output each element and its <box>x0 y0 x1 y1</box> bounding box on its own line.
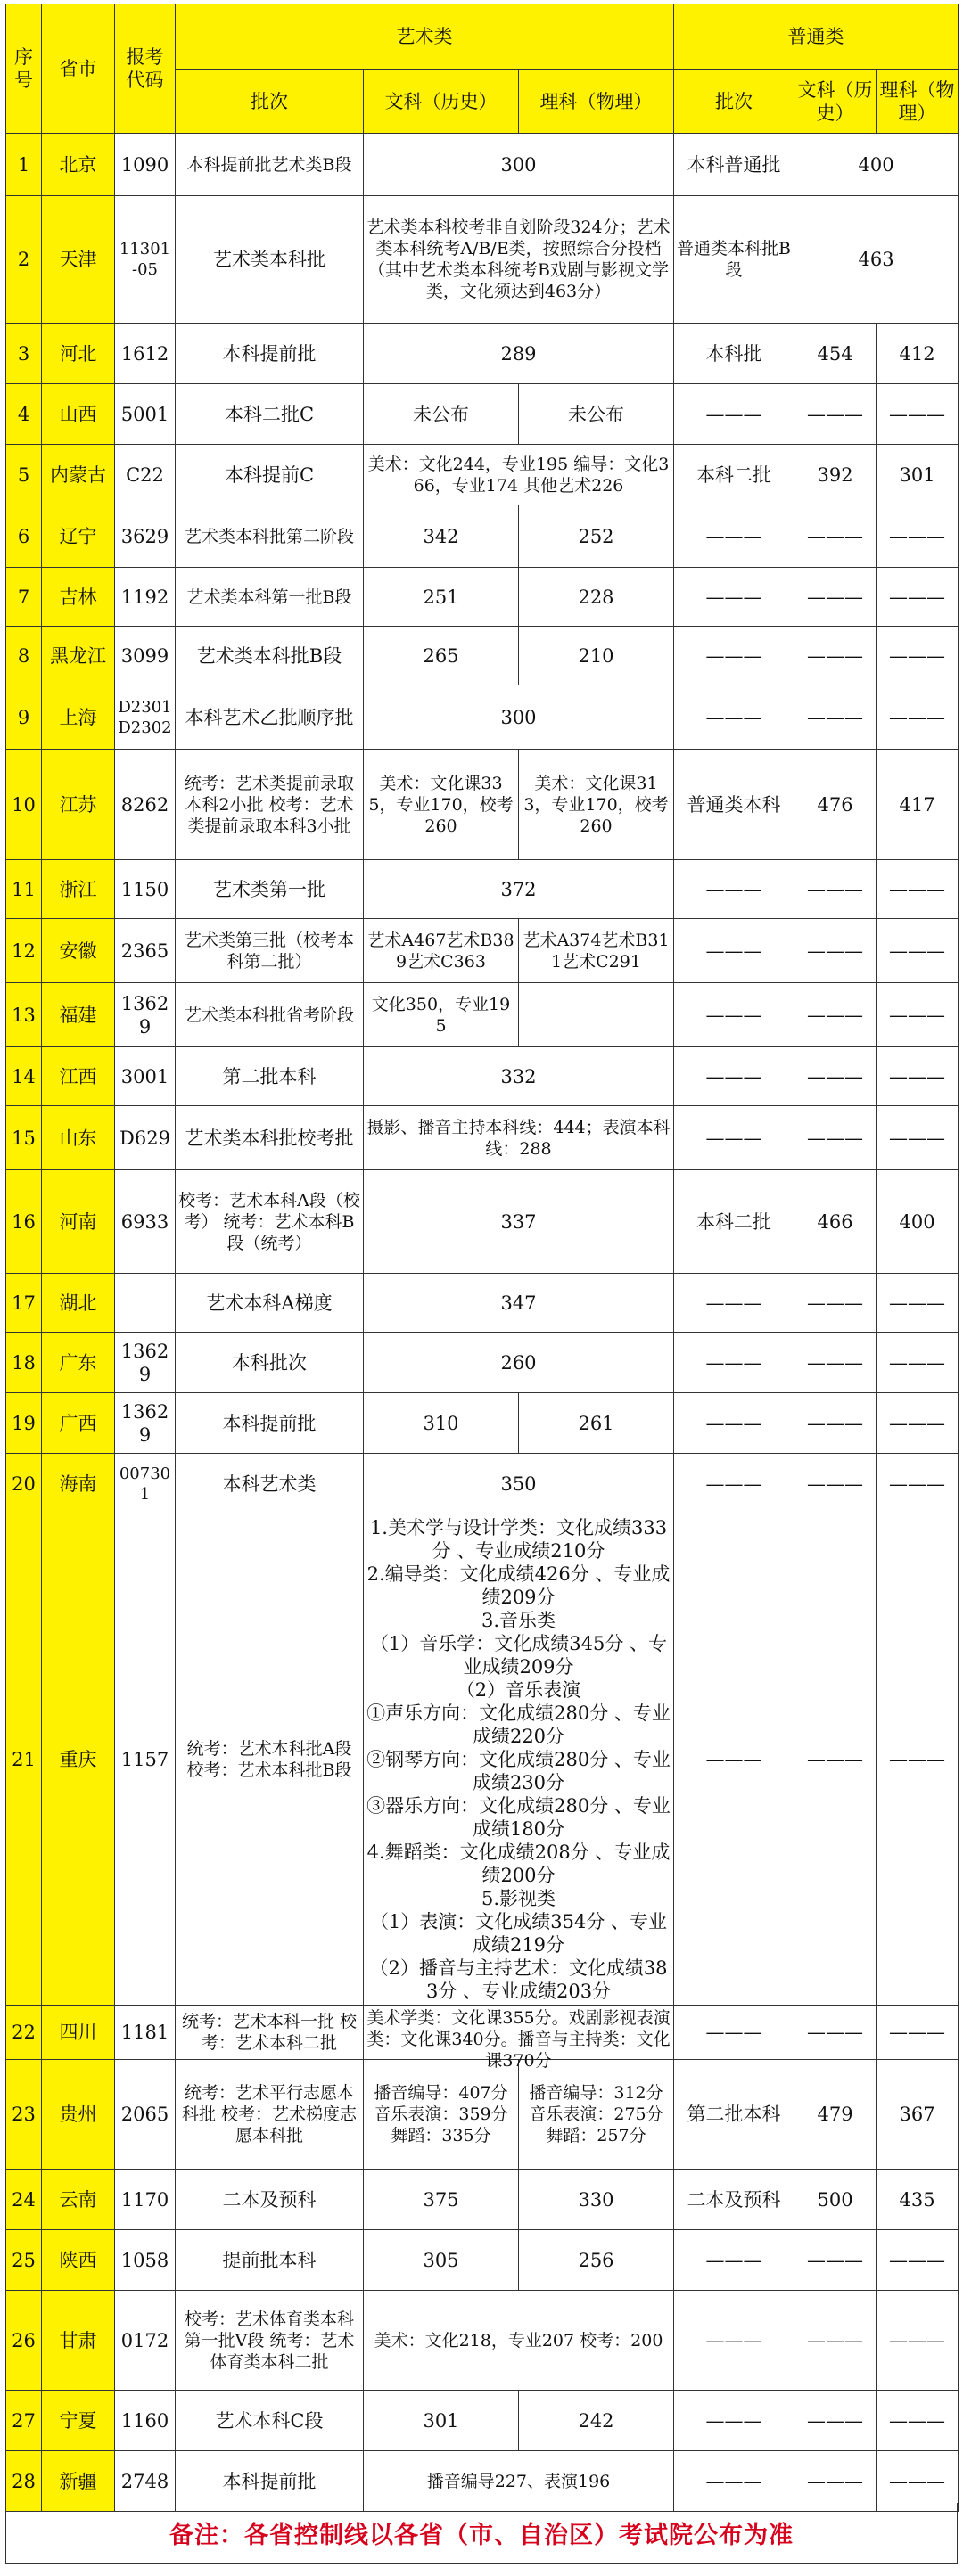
row-art-batch: 本科批次 <box>176 1333 364 1393</box>
table-row <box>6 919 959 983</box>
table-row <box>6 983 959 1047</box>
row-code: 13629 <box>115 1333 176 1393</box>
score-table <box>5 4 959 2512</box>
row-gen-batch: 第二批本科 <box>674 2060 794 2170</box>
row-art-batch: 艺术本科C段 <box>176 2391 364 2451</box>
row-gen-like: ——— <box>877 568 959 627</box>
row-gen-batch: 普通类本科 <box>674 750 794 860</box>
row-province: 山西 <box>42 384 115 445</box>
detail-line: 2.编导类：文化成绩426分 、专业成绩209分 <box>366 1563 671 1608</box>
row-gen-like: 301 <box>877 445 959 505</box>
row-art-batch: 艺术类本科批省考阶段 <box>176 983 364 1047</box>
header-group-art: 艺术类 <box>176 4 674 70</box>
row-gen-wenke: ——— <box>794 384 877 445</box>
row-gen-like: ——— <box>877 1106 959 1170</box>
row-code: 13629 <box>115 1393 176 1454</box>
table-row <box>6 384 959 445</box>
row-index: 23 <box>6 2060 42 2170</box>
table-row <box>6 1274 959 1333</box>
row-province: 内蒙古 <box>42 445 115 505</box>
row-province: 海南 <box>42 1454 115 1514</box>
row-art-wenke: 未公布 <box>364 384 519 445</box>
table-row <box>6 2060 959 2170</box>
row-gen-batch: 本科二批 <box>674 1170 794 1274</box>
header-group-general: 普通类 <box>674 4 959 70</box>
row-gen-batch: ——— <box>674 983 794 1047</box>
row-code: 2365 <box>115 919 176 983</box>
row-art-merged: 350 <box>364 1454 674 1514</box>
row-gen-merged: 463 <box>794 196 959 324</box>
row-gen-like: ——— <box>877 2291 959 2391</box>
row-art-merged: 300 <box>364 134 674 196</box>
row-code: 11301-05 <box>115 196 176 324</box>
detail-line: （2）播音与主持艺术：文化成绩383分 、专业成绩203分 <box>369 1957 668 2002</box>
row-code <box>115 1274 176 1333</box>
row-gen-wenke: 466 <box>794 1170 877 1274</box>
detail-line: 3.音乐类 <box>481 1610 556 1631</box>
row-province: 吉林 <box>42 568 115 627</box>
row-gen-batch: ——— <box>674 685 794 750</box>
table-row <box>6 2006 959 2060</box>
row-gen-wenke: ——— <box>794 627 877 685</box>
table-row <box>6 1047 959 1106</box>
row-gen-wenke: ——— <box>794 1106 877 1170</box>
row-art-batch: 统考：艺术类提前录取本科2小批 校考：艺术类提前录取本科3小批 <box>176 750 364 860</box>
row-gen-wenke: ——— <box>794 860 877 919</box>
row-art-batch: 二本及预科 <box>176 2170 364 2230</box>
row-index: 21 <box>6 1514 42 2006</box>
row-province: 江西 <box>42 1047 115 1106</box>
header-province: 省市 <box>42 4 115 134</box>
row-art-wenke: 310 <box>364 1393 519 1454</box>
row-index: 16 <box>6 1170 42 1274</box>
row-gen-batch: ——— <box>674 384 794 445</box>
row-gen-batch: ——— <box>674 2230 794 2291</box>
row-province: 江苏 <box>42 750 115 860</box>
row-gen-wenke: 392 <box>794 445 877 505</box>
header-gen-batch: 批次 <box>674 70 794 134</box>
row-art-like: 美术：文化课313，专业170，校考260 <box>519 750 674 860</box>
row-index: 11 <box>6 860 42 919</box>
row-art-wenke: 文化350，专业195 <box>364 983 519 1047</box>
art-merged-text: 美术学类：文化课355分。戏剧影视表演类：文化课340分。播音与主持类：文化课370分 <box>366 2008 671 2071</box>
row-art-batch: 本科艺术类 <box>176 1454 364 1514</box>
detail-line: 5.影视类 <box>481 1888 556 1909</box>
row-gen-batch: ——— <box>674 505 794 568</box>
row-index: 14 <box>6 1047 42 1106</box>
row-province: 山东 <box>42 1106 115 1170</box>
row-gen-like: ——— <box>877 1333 959 1393</box>
table-row <box>6 505 959 568</box>
row-art-batch: 本科提前批 <box>176 2451 364 2512</box>
row-gen-wenke: ——— <box>794 1393 877 1454</box>
row-art-like: 242 <box>519 2391 674 2451</box>
row-province: 福建 <box>42 983 115 1047</box>
row-art-merged: 美术：文化244，专业195 编导：文化366，专业174 其他艺术226 <box>364 445 674 505</box>
row-gen-like: 417 <box>877 750 959 860</box>
row-art-merged <box>364 2006 674 2071</box>
row-index: 28 <box>6 2451 42 2512</box>
row-art-merged: 艺术类本科校考非自划阶段324分；艺术类本科统考A/B/E类，按照综合分投档（其中艺术类本科统考B戏剧与影视文学类，文化须达到463分） <box>364 196 674 324</box>
table-row <box>6 750 959 860</box>
row-art-like: 252 <box>519 505 674 568</box>
row-gen-batch: ——— <box>674 1514 794 2006</box>
row-code: 1160 <box>115 2391 176 2451</box>
row-gen-wenke: ——— <box>794 2451 877 2512</box>
row-art-batch: 艺术类第一批 <box>176 860 364 919</box>
table-row <box>6 1106 959 1170</box>
row-art-like: 330 <box>519 2170 674 2230</box>
row-gen-like: ——— <box>877 1047 959 1106</box>
row-gen-batch: ——— <box>674 919 794 983</box>
detail-line: ②钢琴方向：文化成绩280分 、专业成绩230分 <box>366 1749 671 1793</box>
row-art-merged: 300 <box>364 685 674 750</box>
row-gen-merged: 400 <box>794 134 959 196</box>
row-province: 陕西 <box>42 2230 115 2291</box>
row-art-batch: 本科提前C <box>176 445 364 505</box>
row-code: 2748 <box>115 2451 176 2512</box>
row-art-batch: 统考：艺术平行志愿本科批 校考：艺术梯度志愿本科批 <box>176 2060 364 2170</box>
row-code: 3099 <box>115 627 176 685</box>
row-gen-wenke: ——— <box>794 568 877 627</box>
table-row <box>6 1393 959 1454</box>
detail-line: （1）表演：文化成绩354分 、专业成绩219分 <box>369 1911 668 1956</box>
row-gen-like: ——— <box>877 2006 959 2060</box>
row-gen-wenke: ——— <box>794 2230 877 2291</box>
table-row <box>6 1170 959 1274</box>
row-code: 0172 <box>115 2291 176 2391</box>
table-row <box>6 2170 959 2230</box>
table-body <box>6 4 959 2512</box>
row-gen-like: ——— <box>877 685 959 750</box>
row-code: 13629 <box>115 983 176 1047</box>
row-art-like: 256 <box>519 2230 674 2291</box>
row-gen-like: ——— <box>877 2230 959 2291</box>
row-province: 天津 <box>42 196 115 324</box>
row-gen-wenke: ——— <box>794 1274 877 1333</box>
row-index: 15 <box>6 1106 42 1170</box>
header-gen-wenke: 文科（历史） <box>794 70 877 134</box>
row-gen-like: ——— <box>877 919 959 983</box>
row-gen-like: ——— <box>877 860 959 919</box>
row-code: 5001 <box>115 384 176 445</box>
row-province: 广东 <box>42 1333 115 1393</box>
row-art-batch: 本科艺术乙批顺序批 <box>176 685 364 750</box>
row-index: 20 <box>6 1454 42 1514</box>
row-art-batch: 艺术类本科批第二阶段 <box>176 505 364 568</box>
row-index: 26 <box>6 2291 42 2391</box>
detail-line: （2）音乐表演 <box>456 1679 581 1701</box>
footnote: 备注：各省控制线以各省（市、自治区）考试院公布为准 <box>5 2503 958 2564</box>
row-art-like: 228 <box>519 568 674 627</box>
detail-line: ③器乐方向：文化成绩280分 、专业成绩180分 <box>366 1795 671 1840</box>
row-art-like: 未公布 <box>519 384 674 445</box>
row-code: D2301 D2302 <box>115 685 176 750</box>
row-gen-like: ——— <box>877 1393 959 1454</box>
row-province: 云南 <box>42 2170 115 2230</box>
header-code: 报考代码 <box>115 4 176 134</box>
row-index: 5 <box>6 445 42 505</box>
row-art-batch: 校考：艺术本科A段（校考） 统考：艺术本科B段（统考） <box>176 1170 364 1274</box>
row-code: C22 <box>115 445 176 505</box>
row-gen-wenke: ——— <box>794 983 877 1047</box>
row-gen-batch: 本科二批 <box>674 445 794 505</box>
row-index: 3 <box>6 324 42 384</box>
row-gen-wenke: ——— <box>794 2391 877 2451</box>
row-art-like: 210 <box>519 627 674 685</box>
row-province: 河南 <box>42 1170 115 1274</box>
row-gen-batch: ——— <box>674 627 794 685</box>
table-row <box>6 324 959 384</box>
row-art-batch: 本科提前批 <box>176 1393 364 1454</box>
row-art-merged: 美术：文化218，专业207 校考：200 <box>364 2291 674 2391</box>
row-gen-like: ——— <box>877 983 959 1047</box>
row-art-wenke: 251 <box>364 568 519 627</box>
row-art-batch: 艺术本科A梯度 <box>176 1274 364 1333</box>
row-gen-batch: ——— <box>674 2391 794 2451</box>
detail-line: ①声乐方向：文化成绩280分 、专业成绩220分 <box>366 1702 671 1747</box>
row-index: 18 <box>6 1333 42 1393</box>
row-art-wenke: 265 <box>364 627 519 685</box>
row-index: 17 <box>6 1274 42 1333</box>
detail-line: 4.舞蹈类：文化成绩208分 、专业成绩200分 <box>366 1842 671 1886</box>
table-row <box>6 685 959 750</box>
table-row <box>6 2230 959 2291</box>
row-code: D629 <box>115 1106 176 1170</box>
row-gen-like: ——— <box>877 1514 959 2006</box>
row-art-wenke: 375 <box>364 2170 519 2230</box>
row-gen-wenke: 476 <box>794 750 877 860</box>
row-gen-like: 367 <box>877 2060 959 2170</box>
row-gen-batch: ——— <box>674 1274 794 1333</box>
row-province: 黑龙江 <box>42 627 115 685</box>
row-index: 7 <box>6 568 42 627</box>
row-province: 浙江 <box>42 860 115 919</box>
row-gen-wenke: ——— <box>794 919 877 983</box>
row-gen-batch: ——— <box>674 1047 794 1106</box>
row-gen-like: ——— <box>877 1454 959 1514</box>
row-index: 25 <box>6 2230 42 2291</box>
header-art-batch: 批次 <box>176 70 364 134</box>
header-art-like: 理科（物理） <box>519 70 674 134</box>
row-art-like: 艺术A374艺术B311艺术C291 <box>519 919 674 983</box>
row-code: 1612 <box>115 324 176 384</box>
row-art-wenke: 播音编导：407分 音乐表演：359分 舞蹈：335分 <box>364 2060 519 2170</box>
row-art-batch: 提前批本科 <box>176 2230 364 2291</box>
row-art-wenke: 美术：文化课335，专业170，校考260 <box>364 750 519 860</box>
row-province: 安徽 <box>42 919 115 983</box>
row-art-like: 播音编导：312分 音乐表演：275分 舞蹈：257分 <box>519 2060 674 2170</box>
row-index: 4 <box>6 384 42 445</box>
row-province: 宁夏 <box>42 2391 115 2451</box>
table-row <box>6 627 959 685</box>
row-code: 1150 <box>115 860 176 919</box>
row-gen-batch: 普通类本科批B段 <box>674 196 794 324</box>
row-gen-wenke: 500 <box>794 2170 877 2230</box>
row-gen-batch: ——— <box>674 1454 794 1514</box>
row-gen-like: 435 <box>877 2170 959 2230</box>
header-gen-like: 理科（物理） <box>877 70 959 134</box>
row-gen-wenke: ——— <box>794 1454 877 1514</box>
table-row <box>6 860 959 919</box>
row-gen-wenke: ——— <box>794 2006 877 2060</box>
row-gen-like: ——— <box>877 627 959 685</box>
detail-line: （1）音乐学：文化成绩345分 、专业成绩209分 <box>369 1633 668 1678</box>
row-code: 1181 <box>115 2006 176 2060</box>
row-index: 8 <box>6 627 42 685</box>
row-gen-wenke: 454 <box>794 324 877 384</box>
row-code: 1157 <box>115 1514 176 2006</box>
row-gen-batch: ——— <box>674 2006 794 2060</box>
row-province: 广西 <box>42 1393 115 1454</box>
row-index: 1 <box>6 134 42 196</box>
row-art-like: 261 <box>519 1393 674 1454</box>
row-gen-wenke: ——— <box>794 685 877 750</box>
row-art-detail <box>364 1514 674 2006</box>
row-index: 19 <box>6 1393 42 1454</box>
row-index: 12 <box>6 919 42 983</box>
row-art-batch: 本科提前批 <box>176 324 364 384</box>
row-code: 1090 <box>115 134 176 196</box>
row-index: 2 <box>6 196 42 324</box>
row-gen-wenke: ——— <box>794 505 877 568</box>
row-gen-like: 412 <box>877 324 959 384</box>
row-gen-like: ——— <box>877 1274 959 1333</box>
row-gen-batch: ——— <box>674 2291 794 2391</box>
row-gen-like: ——— <box>877 2391 959 2451</box>
row-gen-like: ——— <box>877 384 959 445</box>
row-province: 重庆 <box>42 1514 115 2006</box>
row-gen-batch: ——— <box>674 860 794 919</box>
row-gen-wenke: ——— <box>794 1514 877 2006</box>
row-province: 河北 <box>42 324 115 384</box>
row-code: 8262 <box>115 750 176 860</box>
row-gen-batch: 本科普通批 <box>674 134 794 196</box>
row-index: 6 <box>6 505 42 568</box>
row-code: 1058 <box>115 2230 176 2291</box>
row-gen-like: 400 <box>877 1170 959 1274</box>
row-code: 3629 <box>115 505 176 568</box>
row-art-merged: 播音编导227、表演196 <box>364 2451 674 2512</box>
row-art-like <box>519 983 674 1047</box>
row-province: 上海 <box>42 685 115 750</box>
row-index: 10 <box>6 750 42 860</box>
row-art-merged: 260 <box>364 1333 674 1393</box>
row-gen-wenke: ——— <box>794 1333 877 1393</box>
row-gen-like: ——— <box>877 505 959 568</box>
row-art-wenke: 342 <box>364 505 519 568</box>
row-art-merged: 337 <box>364 1170 674 1274</box>
row-gen-batch: ——— <box>674 1393 794 1454</box>
row-art-batch: 统考：艺术本科一批 校考：艺术本科二批 <box>176 2006 364 2060</box>
row-gen-batch: ——— <box>674 2451 794 2512</box>
table-row <box>6 1454 959 1514</box>
row-art-batch: 艺术类本科第一批B段 <box>176 568 364 627</box>
row-art-merged: 372 <box>364 860 674 919</box>
row-index: 9 <box>6 685 42 750</box>
row-gen-batch: ——— <box>674 568 794 627</box>
row-art-batch: 艺术类本科批B段 <box>176 627 364 685</box>
row-art-merged: 332 <box>364 1047 674 1106</box>
row-gen-batch: 本科批 <box>674 324 794 384</box>
row-code: 2065 <box>115 2060 176 2170</box>
row-gen-wenke: 479 <box>794 2060 877 2170</box>
row-code: 1192 <box>115 568 176 627</box>
row-art-wenke: 301 <box>364 2391 519 2451</box>
row-art-merged: 289 <box>364 324 674 384</box>
table-row <box>6 2391 959 2451</box>
row-art-batch: 校考：艺术体育类本科第一批V段 统考：艺术体育类本科二批 <box>176 2291 364 2391</box>
row-art-batch: 艺术类本科批 <box>176 196 364 324</box>
table-row <box>6 1514 959 2006</box>
table-row <box>6 1333 959 1393</box>
table-row <box>6 196 959 324</box>
row-province: 辽宁 <box>42 505 115 568</box>
row-art-batch: 本科二批C <box>176 384 364 445</box>
row-gen-wenke: ——— <box>794 1047 877 1106</box>
row-code: 3001 <box>115 1047 176 1106</box>
row-province: 新疆 <box>42 2451 115 2512</box>
row-index: 24 <box>6 2170 42 2230</box>
row-art-batch: 艺术类第三批（校考本科第二批） <box>176 919 364 983</box>
row-art-merged: 摄影、播音主持本科线：444；表演本科线：288 <box>364 1106 674 1170</box>
row-art-batch: 第二批本科 <box>176 1047 364 1106</box>
row-province: 北京 <box>42 134 115 196</box>
row-art-batch: 本科提前批艺术类B段 <box>176 134 364 196</box>
row-province: 甘肃 <box>42 2291 115 2391</box>
row-gen-batch: ——— <box>674 1333 794 1393</box>
row-index: 13 <box>6 983 42 1047</box>
table-row <box>6 445 959 505</box>
header-art-wenke: 文科（历史） <box>364 70 519 134</box>
table-row <box>6 2291 959 2391</box>
row-code: 6933 <box>115 1170 176 1274</box>
row-index: 27 <box>6 2391 42 2451</box>
row-province: 贵州 <box>42 2060 115 2170</box>
row-province: 四川 <box>42 2006 115 2060</box>
row-art-batch: 艺术类本科批校考批 <box>176 1106 364 1170</box>
row-code: 1170 <box>115 2170 176 2230</box>
row-gen-batch: ——— <box>674 1106 794 1170</box>
row-art-wenke: 305 <box>364 2230 519 2291</box>
table-row <box>6 568 959 627</box>
header-index: 序号 <box>6 4 42 134</box>
row-art-wenke: 艺术A467艺术B389艺术C363 <box>364 919 519 983</box>
row-code: 007301 <box>115 1454 176 1514</box>
row-index: 22 <box>6 2006 42 2060</box>
row-province: 湖北 <box>42 1274 115 1333</box>
row-art-merged: 347 <box>364 1274 674 1333</box>
row-gen-batch: 二本及预科 <box>674 2170 794 2230</box>
detail-line: 1.美术学与设计学类：文化成绩333分 、专业成绩210分 <box>369 1517 668 1562</box>
row-gen-like: ——— <box>877 2451 959 2512</box>
row-art-batch: 统考：艺术本科批A段 校考：艺术本科批B段 <box>176 1514 364 2006</box>
row-gen-wenke: ——— <box>794 2291 877 2391</box>
table-row <box>6 134 959 196</box>
